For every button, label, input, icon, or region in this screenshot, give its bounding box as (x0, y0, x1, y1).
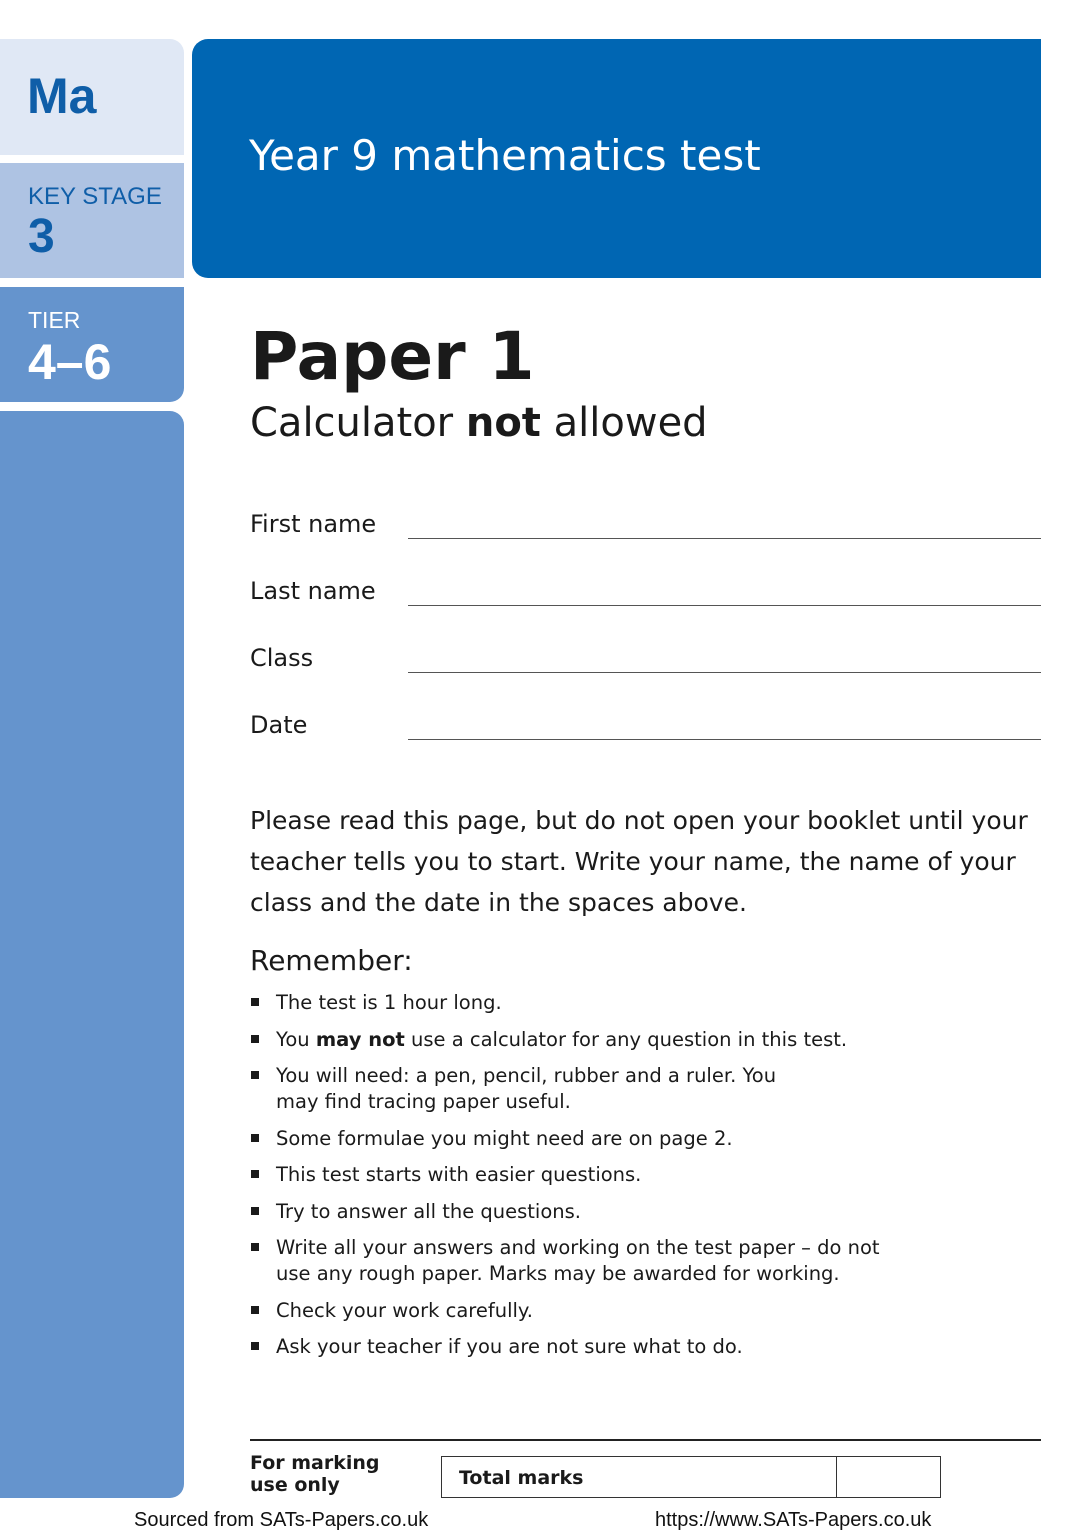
item-text: Ask your teacher if you are not sure what to do. (276, 1335, 743, 1358)
list-item (250, 1126, 950, 1152)
instructions-paragraph: Please read this page, but do not open your booklet until your teacher tells you to start. Write your name, the name of your class and the date in the spaces above. (250, 806, 1028, 917)
key-stage-box (0, 163, 184, 278)
write-line[interactable] (408, 672, 1041, 673)
bullet-icon (251, 1170, 259, 1178)
field-label: First name (250, 510, 377, 538)
last-name-field[interactable] (250, 577, 1041, 617)
class-field[interactable] (250, 644, 1041, 684)
field-label: Class (250, 644, 314, 672)
tier-box (0, 287, 184, 402)
list-item (250, 1063, 950, 1115)
list-item (250, 1298, 950, 1324)
list-item (250, 1199, 950, 1225)
header-banner (192, 39, 1041, 278)
calc-pre: Calculator (250, 400, 466, 446)
remember-list (250, 990, 950, 1371)
key-stage-label: KEY STAGE (28, 183, 162, 210)
remember-heading: Remember: (250, 944, 413, 977)
test-title: Year 9 mathematics test (249, 131, 761, 180)
paper-title: Paper 1 (250, 318, 535, 395)
bullet-icon (251, 1071, 259, 1079)
item-text: You (276, 1027, 316, 1051)
source-url[interactable]: https://www.SATs-Papers.co.uk (655, 1509, 932, 1531)
source-watermark: Sourced from SATs-Papers.co.uk (134, 1509, 429, 1531)
field-label: Date (250, 711, 308, 739)
calculator-note (250, 400, 708, 446)
item-text: The test is 1 hour long. (276, 991, 502, 1014)
calc-post: allowed (540, 400, 708, 446)
write-line[interactable] (408, 739, 1041, 740)
total-marks-box (441, 1456, 941, 1498)
bullet-icon (251, 1207, 259, 1215)
first-name-field[interactable] (250, 510, 1041, 550)
bullet-icon (251, 1035, 259, 1043)
field-label: Last name (250, 577, 376, 605)
list-item (250, 1334, 950, 1360)
tier-value: 4–6 (28, 334, 112, 390)
item-text: Write all your answers and working on the test paper – do not use any rough paper. Marks may be awarded for working. (276, 1236, 880, 1285)
list-item (250, 1235, 950, 1287)
subject-label: Ma (27, 68, 97, 124)
item-text: This test starts with easier questions. (276, 1163, 642, 1186)
key-stage-number: 3 (28, 210, 55, 263)
bullet-icon (251, 1306, 259, 1314)
tier-label: TIER (28, 307, 81, 333)
for-marking-label: For marking use only (250, 1452, 380, 1496)
bullet-icon (251, 1134, 259, 1142)
item-text: Check your work carefully. (276, 1298, 533, 1322)
bullet-icon (251, 998, 259, 1006)
footer-rule (250, 1439, 1041, 1441)
date-field[interactable] (250, 711, 1041, 751)
item-text: You will need: a pen, pencil, rubber and a ruler. You may find tracing paper useful. (276, 1064, 777, 1113)
bullet-icon (251, 1342, 259, 1350)
total-marks-label: Total marks (459, 1467, 584, 1489)
marks-cell-divider (836, 1457, 837, 1497)
write-line[interactable] (408, 605, 1041, 606)
item-text: Some formulae you might need are on page 2. (276, 1126, 733, 1150)
item-text: use a calculator for any question in this test. (404, 1027, 848, 1051)
write-line[interactable] (408, 538, 1041, 539)
bullet-icon (251, 1243, 259, 1251)
calc-bold: not (465, 400, 541, 446)
item-text: Try to answer all the questions. (276, 1199, 581, 1223)
item-bold: may not (315, 1027, 405, 1051)
sidebar-bar (0, 411, 184, 1498)
list-item (250, 1027, 950, 1053)
subject-box (0, 39, 184, 155)
list-item (250, 990, 950, 1016)
list-item (250, 1162, 950, 1188)
